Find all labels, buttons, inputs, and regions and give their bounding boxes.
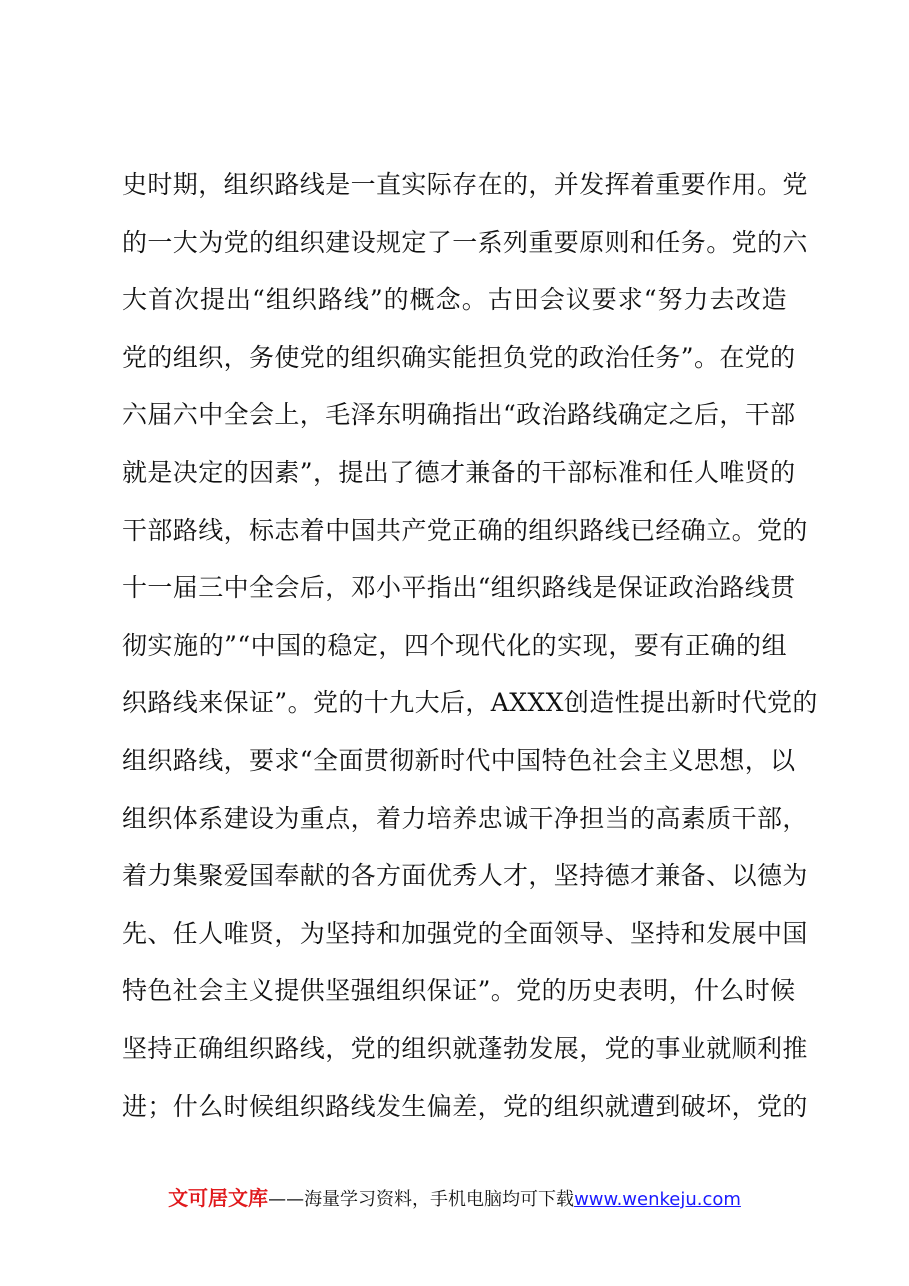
footer-brand: 文可居文库 xyxy=(168,1186,269,1210)
text-line: 先、任人唯贤，为坚持和加强党的全面领导、坚持和发展中国 xyxy=(122,918,808,948)
text-line: 彻实施的”“中国的稳定，四个现代化的实现，要有正确的组 xyxy=(122,630,787,660)
text-line: 的一大为党的组织建设规定了一系列重要原则和任务。党的六 xyxy=(122,227,808,257)
text-line: 干部路线，标志着中国共产党正确的组织路线已经确立。党的 xyxy=(122,515,808,545)
text-line: 就是决定的因素”，提出了德才兼备的干部标准和任人唯贤的 xyxy=(122,457,796,487)
text-line: 坚持正确组织路线，党的组织就蓬勃发展，党的事业就顺利推 xyxy=(122,1033,808,1063)
footer-site-link[interactable]: www.wenkeju.com xyxy=(574,1189,741,1210)
text-line: 织路线来保证”。党的十九大后，AXXX创造性提出新时代党的 xyxy=(122,688,818,718)
text-line: 史时期，组织路线是一直实际存在的，并发挥着重要作用。党 xyxy=(122,170,808,199)
text-line: 着力集聚爱国奉献的各方面优秀人才，坚持德才兼备、以德为 xyxy=(122,861,808,891)
text-line: 大首次提出“组织路线”的概念。古田会议要求“努力去改造 xyxy=(122,285,787,315)
text-line: 组织体系建设为重点，着力培养忠诚干净担当的高素质干部， xyxy=(122,803,808,833)
text-line: 党的组织，务使党的组织确实能担负党的政治任务”。在党的 xyxy=(122,342,796,372)
document-body xyxy=(122,163,818,1142)
page-footer xyxy=(0,1182,909,1211)
footer-slogan: ——海量学习资料，手机电脑均可下载 xyxy=(268,1189,575,1210)
text-line: 进；什么时候组织路线发生偏差，党的组织就遭到破坏，党的 xyxy=(122,1091,808,1121)
text-line: 特色社会主义提供坚强组织保证”。党的历史表明，什么时候 xyxy=(122,976,796,1006)
text-line: 组织路线，要求“全面贯彻新时代中国特色社会主义思想，以 xyxy=(122,745,796,775)
text-line: 十一届三中全会后，邓小平指出“组织路线是保证政治路线贯 xyxy=(122,573,796,603)
text-line: 六届六中全会上，毛泽东明确指出“政治路线确定之后，干部 xyxy=(122,400,796,430)
